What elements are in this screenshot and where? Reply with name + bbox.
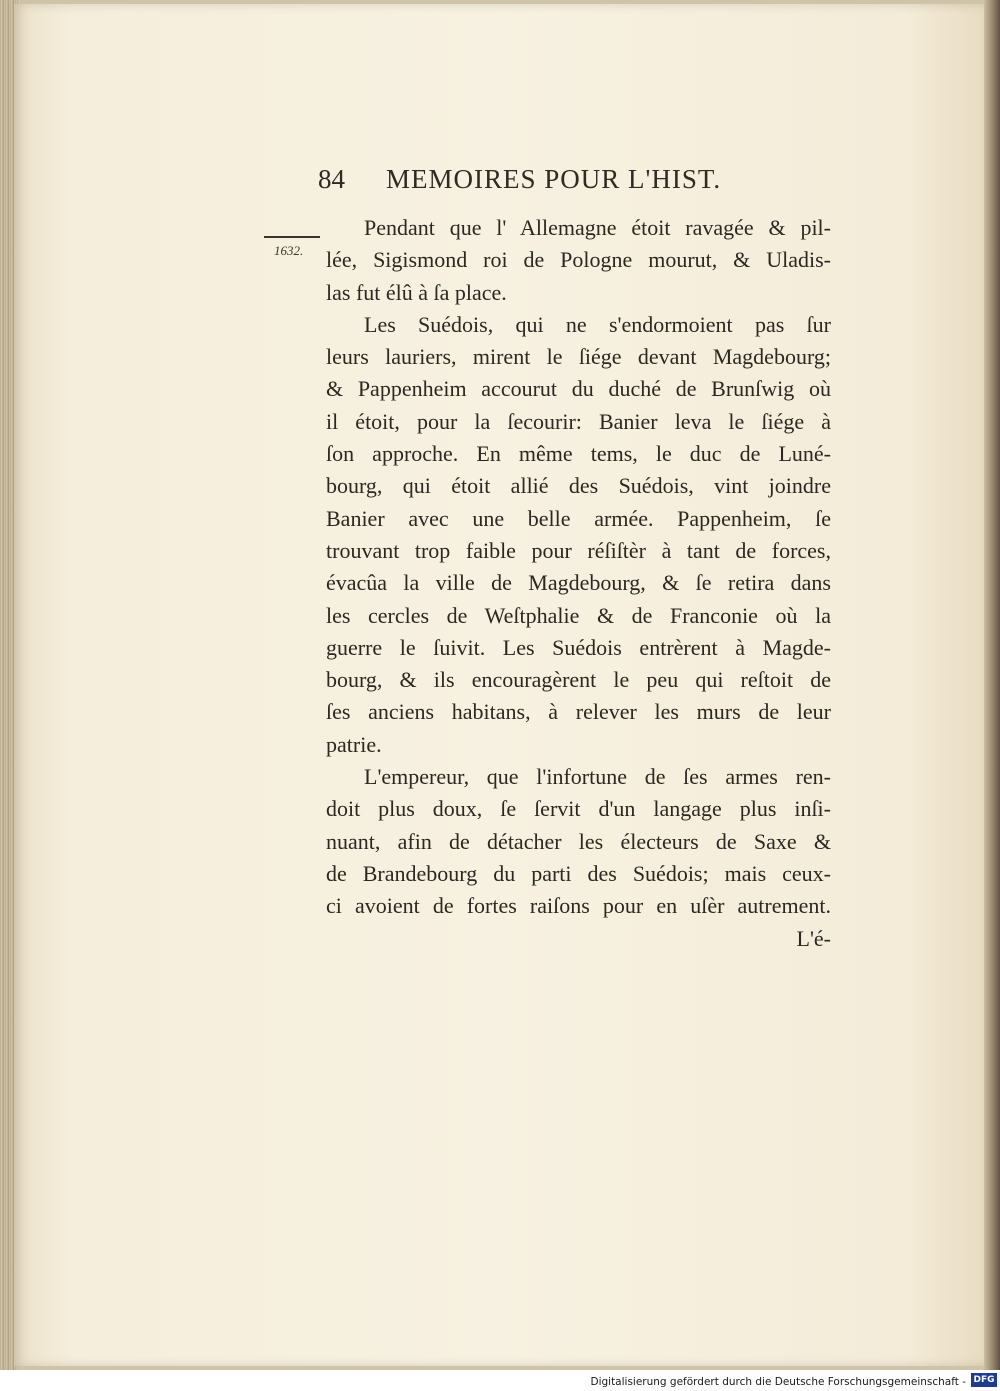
text-line: ſes anciens habitans, à relever les murs de leur <box>326 699 831 725</box>
dfg-logo: DFG <box>971 1373 997 1387</box>
running-title: MEMOIRES POUR L'HIST. <box>386 164 722 194</box>
text-line: évacûa la ville de Magdebourg, & ſe retira dans <box>326 570 831 596</box>
catchword: L'é- <box>796 926 831 951</box>
text-line: lée, Sigismond roi de Pologne mourut, & Uladis- <box>326 247 831 273</box>
text-line: & Pappenheim accourut du duché de Brunſwig où <box>326 376 831 402</box>
text-line: trouvant trop faible pour réſiſtèr à tant de forces, <box>326 537 831 563</box>
text-line: patrie. <box>326 731 382 757</box>
body-text <box>326 212 831 923</box>
text-line: Pendant que l' Allemagne étoit ravagée & pil- <box>364 215 831 240</box>
page-number: 84 <box>318 164 345 194</box>
text-line: Les Suédois, qui ne s'endormoient pas ſur <box>364 311 831 337</box>
page-header <box>318 164 838 204</box>
margin-year-note: 1632. <box>274 243 304 258</box>
text-line: las fut élû à ſa place. <box>326 279 507 305</box>
text-line: bourg, & ils encouragèrent le peu qui reſtoit de <box>326 667 831 693</box>
text-line: guerre le ſuivit. Les Suédois entrèrent à Magde- <box>326 634 831 660</box>
text-line: L'empereur, que l'infortune de ſes armes ren- <box>364 764 831 790</box>
text-line: leurs lauriers, mirent le ſiége devant Magdebourg; <box>326 344 831 370</box>
text-line: doit plus doux, ſe ſervit d'un langage plus inſi- <box>326 796 831 822</box>
text-line: Banier avec une belle armée. Pappenheim, ſe <box>326 505 831 531</box>
text-line: bourg, qui étoit allié des Suédois, vint joindre <box>326 473 831 499</box>
text-line: de Brandebourg du parti des Suédois; mais ceux- <box>326 860 831 886</box>
text-line: il étoit, pour la ſecourir: Banier leva le ſiége à <box>326 408 831 434</box>
footer-bar <box>0 1370 1000 1391</box>
text-line: nuant, afin de détacher les électeurs de Saxe & <box>326 828 831 854</box>
text-line: les cercles de Weſtphalie & de Franconie où la <box>326 602 831 628</box>
margin-rule <box>264 236 320 238</box>
text-line: ci avoient de fortes raiſons pour en uſèr autrement. <box>326 893 831 919</box>
book-spine-shadow <box>984 0 1000 1370</box>
text-line: ſon approche. En même tems, le duc de Luné- <box>326 441 831 467</box>
footer-credit: Digitalisierung gefördert durch die Deutsche Forschungsgemeinschaft - <box>590 1376 966 1388</box>
